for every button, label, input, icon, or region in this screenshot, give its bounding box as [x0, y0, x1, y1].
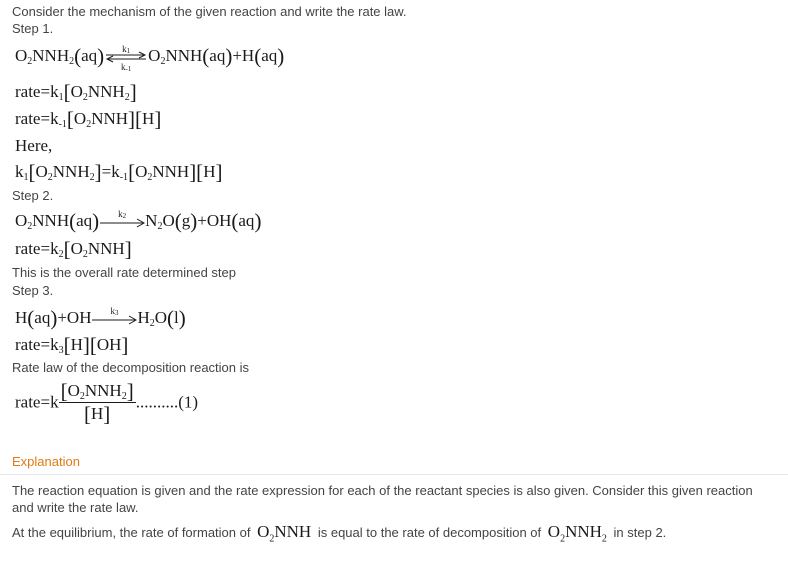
here-label: Here, [15, 136, 53, 155]
forward-arrow-icon: $k_2$ [99, 213, 145, 231]
rate-fraction: $\frac{[O_2NNH_2]}{[H]}$ [60, 379, 134, 426]
step1-label: Step 1. [12, 21, 54, 36]
rate-reverse-step1: $rate=k_{-1}[O_2NNH][H]$ [15, 107, 162, 131]
explanation-title: Explanation [12, 454, 80, 469]
formula-o2nnh2: $O_2NNH_2$ [547, 522, 607, 545]
rate-forward-step1: $rate=k_1[O_2NNH_2]$ [15, 80, 137, 104]
step1-equation: $O_2NNH_2(aq)$ $k_1$ $k_{-1}$ $O_2NNH(aq)+H(aq)$ [15, 44, 285, 74]
step3-label: Step 3. [12, 283, 54, 298]
formula-o2nnh: $O_2NNH$ [257, 522, 312, 545]
equilibrium-equation: $k_1[O_2NNH_2]=k_{-1}[O_2NNH][H]$ [15, 160, 223, 184]
divider [0, 474, 788, 475]
final-rate-law: rate=k $\frac{[O_2NNH_2]}{[H]}$ ..........(1) [15, 379, 199, 426]
step3-equation: H(aq)+OH $k_3$ $H_2O(l)$ [15, 306, 186, 330]
step2-label: Step 2. [12, 188, 54, 203]
intro-text: Consider the mechanism of the given reaction and write the rate law. [12, 4, 407, 19]
para2-text-mid: is equal to the rate of decomposition of [317, 525, 542, 540]
explanation-paragraph-1: The reaction equation is given and the rate expression for each of the reactant species is also given. Consider this given reaction and write the rate law. [12, 483, 753, 515]
rate-step2: $rate=k_2[O_2NNH]$ [15, 237, 132, 261]
rate-law-intro: Rate law of the decomposition reaction is [12, 360, 250, 375]
rate-step3: $rate=k_3[H][OH]$ [15, 333, 129, 357]
step2-equation: $O_2NNH(aq)$ $k_2$ $N_2O(g)+OH(aq)$ [15, 209, 262, 233]
para2-text-after: in step 2. [613, 525, 667, 540]
forward-arrow-icon: $k_3$ [91, 310, 137, 328]
overall-note: This is the overall rate determined step [12, 265, 236, 280]
equation-number: ..........(1) [135, 392, 199, 412]
para2-text-before: At the equilibrium, the rate of formation of [12, 525, 251, 540]
equilibrium-arrow-icon: $k_1$ $k_{-1}$ [104, 48, 148, 66]
explanation-paragraph-2 [12, 521, 666, 550]
